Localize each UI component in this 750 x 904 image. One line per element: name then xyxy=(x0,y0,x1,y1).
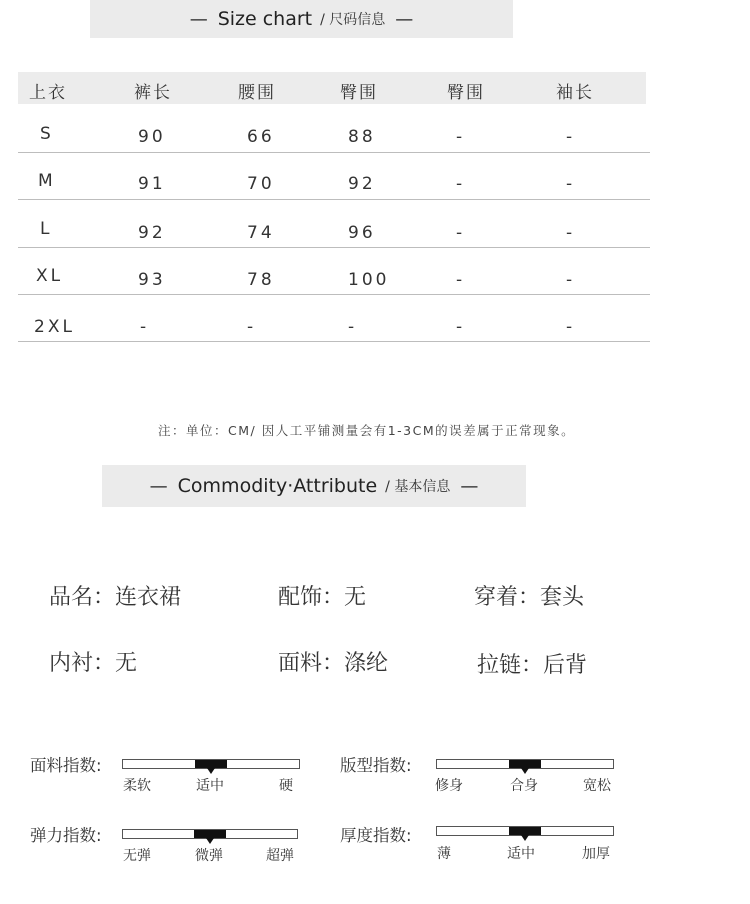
table-cell: 96 xyxy=(348,223,376,243)
table-cell: - xyxy=(566,127,576,147)
size-cell: M xyxy=(38,171,56,191)
size-table-header-bg xyxy=(18,72,646,104)
size-chart-title-cn: / 尺码信息 xyxy=(320,12,386,28)
scale-pointer-icon xyxy=(207,768,215,774)
scale-bar xyxy=(122,829,298,839)
row-divider xyxy=(18,199,650,200)
size-cell: 2XL xyxy=(34,317,75,337)
scale-tick-high: 加厚 xyxy=(582,846,610,862)
scale-level-fill xyxy=(194,830,225,838)
table-cell: 100 xyxy=(348,270,390,290)
row-divider xyxy=(18,341,650,342)
table-cell: 92 xyxy=(348,174,376,194)
size-cell: L xyxy=(40,219,53,239)
scale-tick-high: 硬 xyxy=(279,778,293,794)
banner-dash-right: — xyxy=(460,475,479,497)
table-cell: 74 xyxy=(247,223,275,243)
banner-dash-left: — xyxy=(149,475,168,497)
scale-pointer-icon xyxy=(521,835,529,841)
table-cell: - xyxy=(456,174,466,194)
table-cell: - xyxy=(566,317,576,337)
row-divider xyxy=(18,294,650,295)
table-cell: - xyxy=(456,127,466,147)
table-cell: 93 xyxy=(138,270,166,290)
table-cell: - xyxy=(247,317,257,337)
table-cell: - xyxy=(566,223,576,243)
scale-bar xyxy=(122,759,300,769)
scale-label: 面料指数: xyxy=(30,756,102,775)
size-chart-title-en: Size chart xyxy=(217,8,313,30)
size-table-header-cell: 腰围 xyxy=(238,83,276,103)
table-cell: - xyxy=(456,223,466,243)
table-cell: 78 xyxy=(247,270,275,290)
table-cell: - xyxy=(456,270,466,290)
scale-tick-high: 超弹 xyxy=(266,848,294,864)
table-cell: 70 xyxy=(247,174,275,194)
commodity-attribute-banner xyxy=(102,465,526,507)
scale-bar xyxy=(436,826,614,836)
size-chart-banner xyxy=(90,0,513,38)
scale-tick-low: 无弹 xyxy=(123,848,151,864)
attr-lining: 内衬：无 xyxy=(49,651,138,676)
commodity-attribute-title-en: Commodity·Attribute xyxy=(177,475,378,497)
size-table-header-cell: 臀围 xyxy=(340,83,378,103)
table-cell: - xyxy=(456,317,466,337)
scale-level-fill xyxy=(509,760,541,768)
scale-pointer-icon xyxy=(206,838,214,844)
table-cell: - xyxy=(348,317,358,337)
scale-tick-mid: 微弹 xyxy=(195,848,223,864)
attr-fabric: 面料：涤纶 xyxy=(278,651,389,676)
banner-dash-left: — xyxy=(189,8,208,30)
scale-label: 版型指数: xyxy=(340,756,412,775)
table-cell: 66 xyxy=(247,127,275,147)
scale-tick-mid: 合身 xyxy=(510,778,538,794)
table-cell: 90 xyxy=(138,127,166,147)
scale-tick-mid: 适中 xyxy=(507,846,535,862)
scale-tick-low: 修身 xyxy=(435,778,463,794)
scale-label: 弹力指数: xyxy=(30,826,102,845)
table-cell: - xyxy=(566,270,576,290)
size-cell: S xyxy=(40,124,54,144)
table-cell: 91 xyxy=(138,174,166,194)
table-cell: - xyxy=(566,174,576,194)
row-divider xyxy=(18,152,650,153)
measurement-note: 注：单位：CM/ 因人工平铺测量会有1-3CM的误差属于正常现象。 xyxy=(158,423,576,438)
row-divider xyxy=(18,247,650,248)
size-table-header-cell: 臀围 xyxy=(447,83,485,103)
commodity-attribute-title-cn: / 基本信息 xyxy=(385,479,451,495)
size-table-header-cell: 袖长 xyxy=(556,83,594,103)
attr-zipper: 拉链：后背 xyxy=(477,653,588,678)
scale-level-fill xyxy=(195,760,227,768)
table-cell: 92 xyxy=(138,223,166,243)
attr-wear-style: 穿着：套头 xyxy=(474,585,585,610)
size-cell: XL xyxy=(36,266,64,286)
scale-pointer-icon xyxy=(521,768,529,774)
table-cell: 88 xyxy=(348,127,376,147)
table-cell: - xyxy=(140,317,150,337)
scale-tick-low: 柔软 xyxy=(123,778,151,794)
scale-tick-mid: 适中 xyxy=(196,778,224,794)
scale-tick-low: 薄 xyxy=(437,846,451,862)
scale-label: 厚度指数: xyxy=(340,826,412,845)
scale-level-fill xyxy=(509,827,541,835)
size-table-header-cell: 上衣 xyxy=(29,83,67,103)
attr-product-name: 品名：连衣裙 xyxy=(49,585,182,610)
scale-bar xyxy=(436,759,614,769)
scale-tick-high: 宽松 xyxy=(583,778,611,794)
banner-dash-right: — xyxy=(395,8,414,30)
size-table-header-cell: 裤长 xyxy=(134,83,172,103)
attr-accessory: 配饰：无 xyxy=(278,585,367,610)
